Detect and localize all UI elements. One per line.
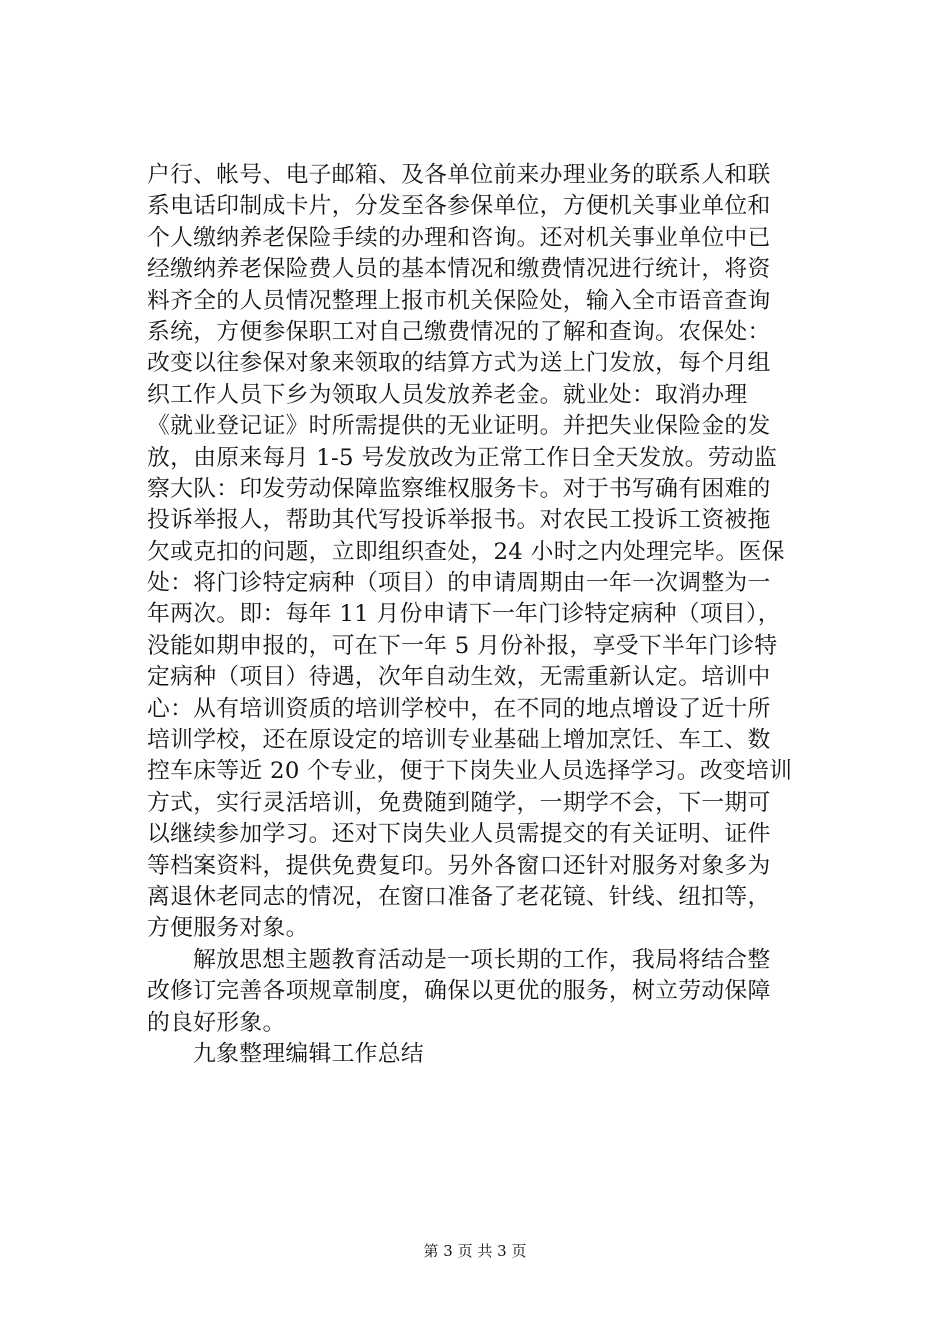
text-line: 解放思想主题教育活动是一项长期的工作，我局将结合整 bbox=[193, 946, 771, 973]
text-line: 经缴纳养老保险费人员的基本情况和缴费情况进行统计，将资 bbox=[147, 256, 771, 283]
text-line: 投诉举报人，帮助其代写投诉举报书。对农民工投诉工资被拖 bbox=[147, 507, 771, 534]
signature-line: 九象整理编辑工作总结 bbox=[193, 1040, 424, 1067]
text-line: 欠或克扣的问题，立即组织查处，24 小时之内处理完毕。医保 bbox=[147, 538, 785, 565]
text-line: 心：从有培训资质的培训学校中，在不同的地点增设了近十所 bbox=[147, 695, 771, 722]
text-line: 方便服务对象。 bbox=[147, 915, 309, 942]
text-line: 系统，方便参保职工对自己缴费情况的了解和查询。农保处： bbox=[147, 318, 771, 345]
text-line: 培训学校，还在原设定的培训专业基础上增加烹饪、车工、数 bbox=[147, 727, 771, 754]
paragraph-2 bbox=[147, 945, 833, 1039]
page-footer: 第 3 页 共 3 页 bbox=[423, 1242, 527, 1260]
text-line: 以继续参加学习。还对下岗失业人员需提交的有关证明、证件 bbox=[147, 821, 771, 848]
text-line: 等档案资料，提供免费复印。另外各窗口还针对服务对象多为 bbox=[147, 852, 771, 879]
text-line: 定病种（项目）待遇，次年自动生效，无需重新认定。培训中 bbox=[147, 664, 771, 691]
text-line: 察大队：印发劳动保障监察维权服务卡。对于书写确有困难的 bbox=[147, 475, 771, 502]
text-line: 料齐全的人员情况整理上报市机关保险处，输入全市语音查询 bbox=[147, 287, 771, 314]
text-line: 离退休老同志的情况，在窗口准备了老花镜、针线、纽扣等， bbox=[147, 883, 771, 910]
text-line: 的良好形象。 bbox=[147, 1009, 286, 1036]
text-line: 改变以往参保对象来领取的结算方式为送上门发放，每个月组 bbox=[147, 350, 771, 377]
text-line: 改修订完善各项规章制度，确保以更优的服务，树立劳动保障 bbox=[147, 978, 771, 1005]
text-line: 方式，实行灵活培训，免费随到随学，一期学不会，下一期可 bbox=[147, 789, 771, 816]
text-line: 个人缴纳养老保险手续的办理和咨询。还对机关事业单位中已 bbox=[147, 224, 771, 251]
text-line: 控车床等近 20 个专业，便于下岗失业人员选择学习。改变培训 bbox=[147, 758, 793, 785]
document-body bbox=[147, 160, 833, 1070]
text-line: 处：将门诊特定病种（项目）的申请周期由一年一次调整为一 bbox=[147, 570, 771, 597]
text-line: 《就业登记证》时所需提供的无业证明。并把失业保险金的发 bbox=[147, 413, 771, 440]
text-line: 户行、帐号、电子邮箱、及各单位前来办理业务的联系人和联 bbox=[147, 162, 771, 188]
text-line: 年两次。即：每年 11 月份申请下一年门诊特定病种（项目）， bbox=[147, 601, 781, 628]
text-line: 系电话印制成卡片，分发至各参保单位，方便机关事业单位和 bbox=[147, 193, 771, 220]
text-line: 织工作人员下乡为领取人员发放养老金。就业处：取消办理 bbox=[147, 381, 748, 408]
text-line: 放，由原来每月 1-5 号发放改为正常工作日全天发放。劳动监 bbox=[147, 444, 778, 471]
paragraph-1 bbox=[147, 160, 833, 945]
text-line: 没能如期申报的，可在下一年 5 月份补报，享受下半年门诊特 bbox=[147, 632, 778, 659]
